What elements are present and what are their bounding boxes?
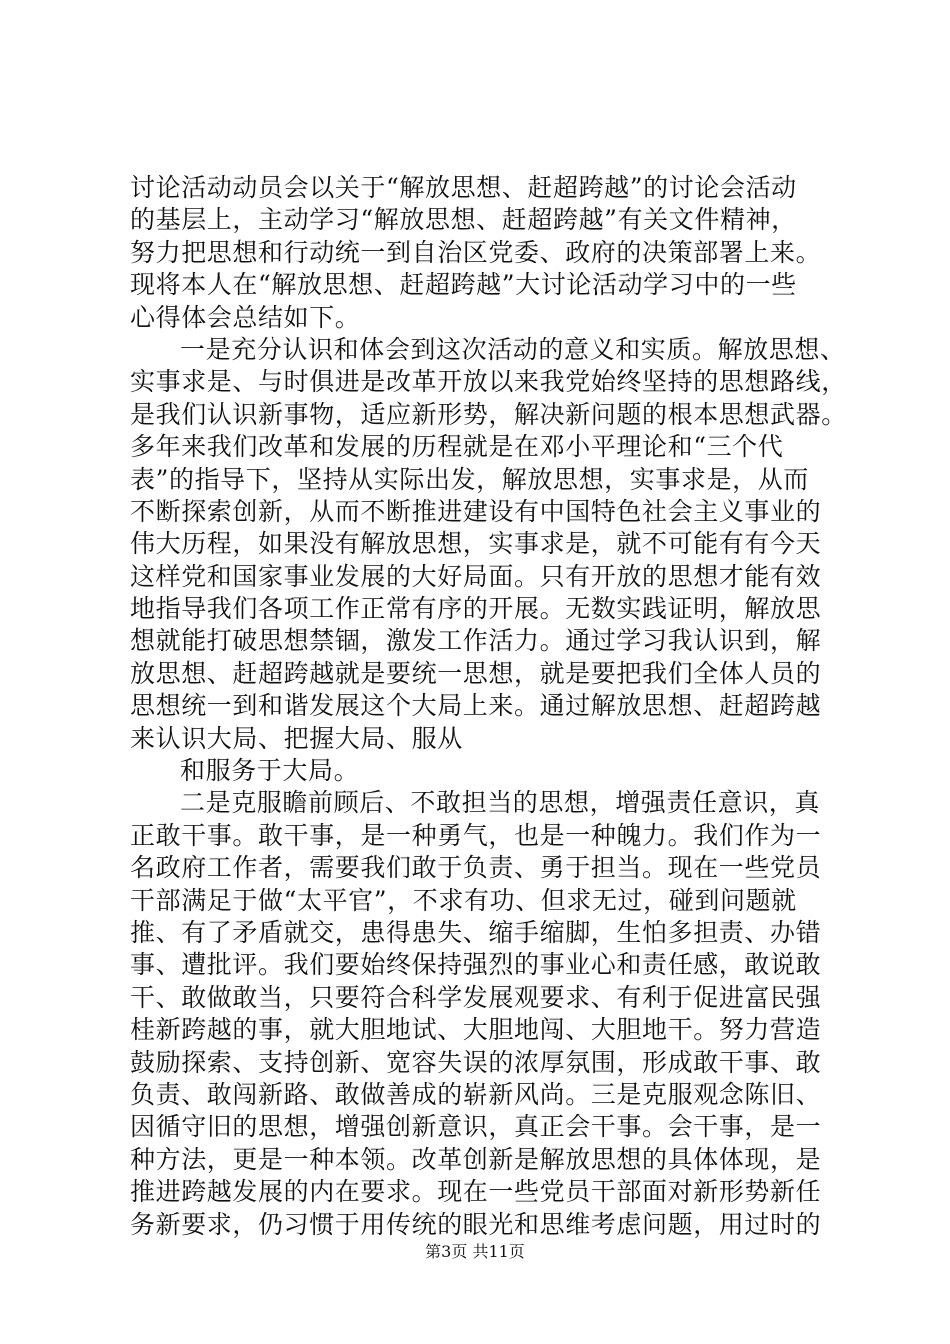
text-line: 现将本人在“解放思想、赶超跨越”大讨论活动学习中的一些 <box>130 270 797 300</box>
text-line: 放思想、赶超跨越就是要统一思想，就是要把我们全体人员的 <box>130 658 822 688</box>
text-line: 种方法，更是一种本领。改革创新是解放思想的具体体现，是 <box>130 1144 822 1174</box>
text-line: 推进跨越发展的内在要求。现在一些党员干部面对新形势新任 <box>130 1177 822 1207</box>
text-line: 讨论活动动员会以关于“解放思想、赶超跨越”的讨论会活动 <box>130 173 797 202</box>
text-line: 桂新跨越的事，就大胆地试、大胆地闯、大胆地干。努力营造 <box>130 1015 822 1045</box>
text-line: 伟大历程，如果没有解放思想，实事求是，就不可能有有今天 <box>130 529 822 559</box>
text-line: 鼓励探索、支持创新、宽容失误的浓厚氛围，形成敢干事、敢 <box>130 1047 822 1077</box>
text-line: 这样党和国家事业发展的大好局面。只有开放的思想才能有效 <box>130 561 822 591</box>
text-line: 负责、敢闯新路、敢做善成的崭新风尚。三是克服观念陈旧、 <box>130 1079 822 1109</box>
text-line: 事、遭批评。我们要始终保持强烈的事业心和责任感，敢说敢 <box>130 950 822 980</box>
text-line: 思想统一到和谐发展这个大局上来。通过解放思想、赶超跨越 <box>130 691 822 721</box>
text-line: 正敢干事。敢干事，是一种勇气，也是一种魄力。我们作为一 <box>130 820 822 850</box>
text-line: 干部满足于做“太平官”，不求有功、但求无过，碰到问题就 <box>130 885 797 915</box>
text-line: 努力把思想和行动统一到自治区党委、政府的决策部署上来。 <box>130 237 822 267</box>
text-line: 是我们认识新事物，适应新形势，解决新问题的根本思想武器。 <box>130 399 847 429</box>
page-number-footer: 第3页 共11页 <box>425 1242 525 1261</box>
text-line: 的基层上，主动学习“解放思想、赶超跨越”有关文件精神， <box>130 205 797 235</box>
paragraph-start-line: 和服务于大局。 <box>180 756 360 786</box>
body-text <box>130 172 847 1241</box>
text-line: 实事求是、与时俱进是改革开放以来我党始终坚持的思想路线， <box>130 367 847 397</box>
text-line: 干、敢做敢当，只要符合科学发展观要求、有利于促进富民强 <box>130 982 822 1012</box>
text-line: 想就能打破思想禁锢，激发工作活力。通过学习我认识到，解 <box>130 626 822 656</box>
text-line: 名政府工作者，需要我们敢于负责、勇于担当。现在一些党员 <box>130 853 822 883</box>
paragraph-start-line: 一是充分认识和体会到这次活动的意义和实质。解放思想、 <box>180 334 846 364</box>
text-line: 多年来我们改革和发展的历程就是在邓小平理论和“三个代 <box>130 432 784 462</box>
text-line: 不断探索创新，从而不断推进建设有中国特色社会主义事业的 <box>130 496 822 526</box>
text-line: 务新要求，仍习惯于用传统的眼光和思维考虑问题，用过时的 <box>130 1209 822 1239</box>
text-line: 推、有了矛盾就交，患得患失、缩手缩脚，生怕多担责、办错 <box>130 917 822 947</box>
text-line: 因循守旧的思想，增强创新意识，真正会干事。会干事，是一 <box>130 1112 822 1142</box>
text-line: 地指导我们各项工作正常有序的开展。无数实践证明，解放思 <box>130 594 822 624</box>
text-line: 来认识大局、把握大局、服从 <box>130 723 463 753</box>
text-line: 表”的指导下，坚持从实际出发，解放思想，实事求是，从而 <box>130 464 809 494</box>
text-line: 心得体会总结如下。 <box>130 302 361 332</box>
paragraph-start-line: 二是克服瞻前顾后、不敢担当的思想，增强责任意识，真 <box>180 788 821 818</box>
